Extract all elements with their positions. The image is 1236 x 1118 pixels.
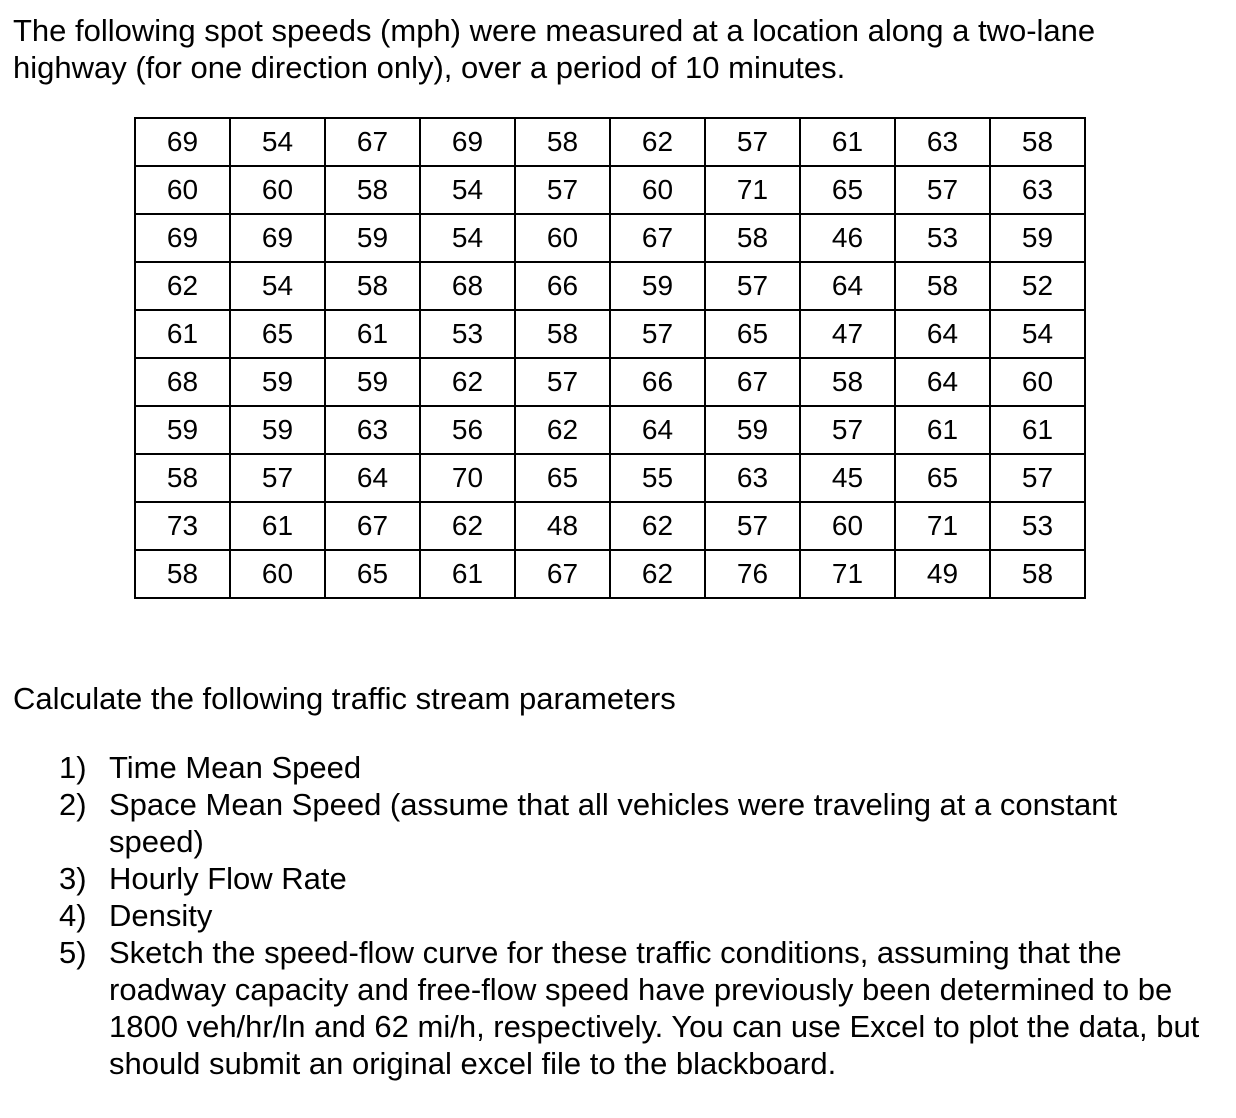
table-cell: 64 [325, 454, 420, 502]
task-text: Time Mean Speed [109, 750, 362, 785]
task-text: Sketch the speed-flow curve for these traffic conditions, assuming that the roadway capacity and free-flow speed have previously been determined to be 1800 veh/hr/ln and 62 mi/h, respectively. You can use Excel to plot the data, but should submit an original excel file to the blackboard. [109, 935, 1200, 1081]
table-cell: 60 [230, 166, 325, 214]
table-cell: 56 [420, 406, 515, 454]
table-cell: 60 [990, 358, 1085, 406]
table-cell: 59 [610, 262, 705, 310]
list-item [59, 934, 1219, 1082]
table-cell: 57 [515, 358, 610, 406]
table-cell: 48 [515, 502, 610, 550]
table-row [135, 550, 1085, 598]
table-cell: 64 [800, 262, 895, 310]
table-row [135, 262, 1085, 310]
task-number: 4) [59, 898, 87, 933]
table-cell: 45 [800, 454, 895, 502]
table-cell: 59 [325, 358, 420, 406]
table-cell: 58 [135, 550, 230, 598]
table-cell: 61 [135, 310, 230, 358]
intro-line-1: The following spot speeds (mph) were measured at a location along a two-lane [13, 13, 1096, 48]
table-cell: 61 [230, 502, 325, 550]
table-cell: 67 [705, 358, 800, 406]
table-cell: 58 [515, 118, 610, 166]
table-cell: 65 [705, 310, 800, 358]
table-cell: 59 [325, 214, 420, 262]
task-list [59, 749, 1219, 1082]
table-cell: 60 [515, 214, 610, 262]
table-cell: 70 [420, 454, 515, 502]
task-text: Density [109, 898, 213, 933]
list-item [59, 860, 1219, 897]
list-item [59, 786, 1219, 860]
table-cell: 57 [705, 262, 800, 310]
table-cell: 54 [420, 166, 515, 214]
table-row [135, 214, 1085, 262]
table-cell: 63 [990, 166, 1085, 214]
table-cell: 62 [515, 406, 610, 454]
table-cell: 59 [230, 358, 325, 406]
table-cell: 58 [515, 310, 610, 358]
table-cell: 68 [135, 358, 230, 406]
table-cell: 54 [230, 118, 325, 166]
table-cell: 58 [800, 358, 895, 406]
table-cell: 59 [990, 214, 1085, 262]
table-cell: 62 [610, 118, 705, 166]
table-cell: 65 [230, 310, 325, 358]
table-cell: 67 [325, 118, 420, 166]
table-cell: 69 [135, 214, 230, 262]
table-row [135, 118, 1085, 166]
table-cell: 69 [420, 118, 515, 166]
table-cell: 59 [135, 406, 230, 454]
table-cell: 63 [895, 118, 990, 166]
table-cell: 68 [420, 262, 515, 310]
table-row [135, 310, 1085, 358]
table-cell: 67 [325, 502, 420, 550]
table-cell: 62 [420, 502, 515, 550]
table-cell: 63 [705, 454, 800, 502]
spot-speed-table [134, 117, 1086, 599]
task-number: 5) [59, 935, 87, 970]
table-cell: 59 [705, 406, 800, 454]
table-cell: 65 [800, 166, 895, 214]
table-row [135, 454, 1085, 502]
table-cell: 58 [895, 262, 990, 310]
table-cell: 73 [135, 502, 230, 550]
table-cell: 61 [895, 406, 990, 454]
table-cell: 52 [990, 262, 1085, 310]
table-cell: 67 [515, 550, 610, 598]
task-text: Space Mean Speed (assume that all vehicles were traveling at a constant speed) [109, 787, 1118, 859]
table-cell: 71 [895, 502, 990, 550]
table-cell: 57 [705, 502, 800, 550]
list-item [59, 749, 1219, 786]
task-number: 2) [59, 787, 87, 822]
table-cell: 71 [705, 166, 800, 214]
table-cell: 58 [705, 214, 800, 262]
table-cell: 60 [135, 166, 230, 214]
table-cell: 62 [610, 550, 705, 598]
table-row [135, 166, 1085, 214]
table-cell: 66 [610, 358, 705, 406]
table-cell: 57 [515, 166, 610, 214]
table-cell: 54 [230, 262, 325, 310]
intro-line-2: highway (for one direction only), over a period of 10 minutes. [13, 50, 846, 85]
table-row [135, 406, 1085, 454]
table-cell: 58 [325, 262, 420, 310]
table-cell: 47 [800, 310, 895, 358]
table-cell: 55 [610, 454, 705, 502]
spot-speed-table-body [135, 118, 1085, 598]
table-cell: 76 [705, 550, 800, 598]
table-cell: 57 [895, 166, 990, 214]
table-cell: 58 [990, 550, 1085, 598]
table-cell: 59 [230, 406, 325, 454]
table-cell: 58 [135, 454, 230, 502]
table-cell: 67 [610, 214, 705, 262]
table-cell: 61 [990, 406, 1085, 454]
table-cell: 65 [515, 454, 610, 502]
table-cell: 58 [990, 118, 1085, 166]
table-cell: 57 [800, 406, 895, 454]
table-cell: 60 [610, 166, 705, 214]
table-cell: 65 [325, 550, 420, 598]
table-cell: 54 [990, 310, 1085, 358]
table-cell: 64 [610, 406, 705, 454]
table-cell: 57 [230, 454, 325, 502]
table-cell: 64 [895, 310, 990, 358]
table-cell: 69 [230, 214, 325, 262]
table-cell: 53 [895, 214, 990, 262]
table-cell: 62 [420, 358, 515, 406]
table-cell: 53 [420, 310, 515, 358]
table-cell: 53 [990, 502, 1085, 550]
table-row [135, 358, 1085, 406]
intro-paragraph [13, 12, 1213, 86]
table-cell: 60 [230, 550, 325, 598]
table-cell: 57 [705, 118, 800, 166]
table-cell: 61 [420, 550, 515, 598]
table-cell: 61 [325, 310, 420, 358]
table-cell: 54 [420, 214, 515, 262]
list-item [59, 897, 1219, 934]
table-cell: 60 [800, 502, 895, 550]
table-cell: 62 [610, 502, 705, 550]
table-cell: 46 [800, 214, 895, 262]
table-cell: 65 [895, 454, 990, 502]
table-cell: 62 [135, 262, 230, 310]
table-cell: 71 [800, 550, 895, 598]
table-row [135, 502, 1085, 550]
table-cell: 64 [895, 358, 990, 406]
table-cell: 63 [325, 406, 420, 454]
table-cell: 69 [135, 118, 230, 166]
prompt-text: Calculate the following traffic stream parameters [13, 681, 676, 716]
table-cell: 61 [800, 118, 895, 166]
table-cell: 57 [610, 310, 705, 358]
table-cell: 49 [895, 550, 990, 598]
task-number: 1) [59, 750, 87, 785]
table-cell: 57 [990, 454, 1085, 502]
table-cell: 58 [325, 166, 420, 214]
task-number: 3) [59, 861, 87, 896]
table-cell: 66 [515, 262, 610, 310]
task-text: Hourly Flow Rate [109, 861, 347, 896]
